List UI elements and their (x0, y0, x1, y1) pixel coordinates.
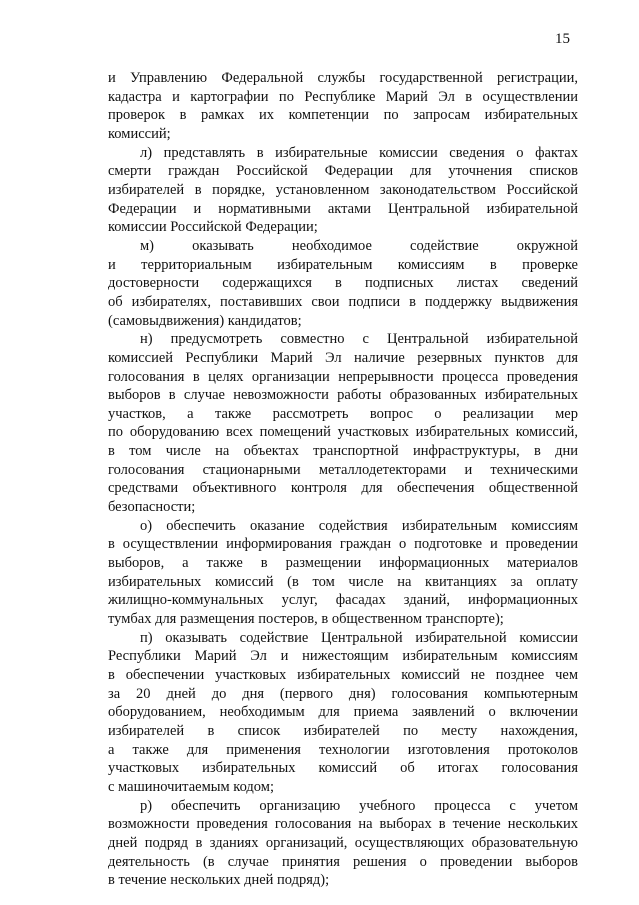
text-line: кадастра и картографии по Республике Марий Эл в осуществлении (108, 88, 578, 105)
text-line: а также для применения технологии изготовления протоколов (108, 741, 578, 758)
paragraph-item-p (108, 629, 578, 797)
paragraph-item-n (108, 330, 578, 517)
text-line: избирателей в список избирателей по месту нахождения, (108, 722, 578, 739)
text-line: выборов в случае невозможности работы образованных избирательных (108, 387, 578, 404)
text-line: в течение нескольких дней подряд); (108, 872, 330, 889)
text-line: проверок в рамках их компетенции по запросам избирательных (108, 107, 578, 124)
text-line: голосования в целях организации непрерывности процесса проведения (108, 368, 578, 385)
text-line: выборов, а также в размещении информационных материалов (108, 555, 578, 572)
paragraph-item-r (108, 797, 578, 890)
text-line: комиссии Российской Федерации; (108, 219, 318, 236)
text-line: и Управлению Федеральной службы государственной регистрации, (108, 70, 578, 86)
text-line: оборудованием, необходимым для приема заявлений о включении (108, 704, 578, 721)
text-line: достоверности содержащихся в подписных листах сведений (108, 275, 578, 292)
text-line: избирателей в порядке, установленном законодательством Российской (108, 181, 578, 198)
text-line: в обеспечении участковых избирательных комиссий не позднее чем (108, 667, 578, 683)
paragraph-intro (108, 69, 578, 144)
page-number: 15 (555, 31, 570, 47)
text-line: возможности проведения голосования на выборах в течение нескольких (108, 816, 578, 833)
text-line: (самовыдвижения) кандидатов; (108, 312, 302, 329)
text-line: тумбах для размещения постеров, в общественном транспорте); (108, 611, 504, 628)
text-line: Федерации и нормативными актами Центральной избирательной (108, 200, 578, 217)
text-line: п) оказывать содействие Центральной избирательной комиссии (140, 629, 578, 646)
text-line: об избирателях, поставивших свои подписи в поддержку выдвижения (108, 293, 578, 310)
paragraph-item-m (108, 237, 578, 330)
text-line: жилищно-коммунальных услуг, фасадах зданий, информационных (108, 592, 578, 609)
text-line: участков, а также рассмотреть вопрос о реализации мер (108, 405, 578, 422)
text-line: безопасности; (108, 499, 196, 516)
text-line: по оборудованию всех помещений участковых избирательных комиссий, (108, 424, 578, 441)
text-line: о) обеспечить оказание содействия избирательным комиссиям (140, 517, 578, 534)
text-line: в том числе на объектах транспортной инфраструктуры, в дни (108, 443, 578, 460)
text-line: деятельность (в случае принятия решения о проведении выборов (108, 853, 578, 870)
text-line: комиссией Республики Марий Эл наличие резервных пунктов для (108, 349, 578, 366)
text-line: избирательных комиссий (в том числе на квитанциях за оплату (108, 573, 578, 590)
text-line: р) обеспечить организацию учебного процесса с учетом (140, 797, 578, 814)
paragraph-item-o (108, 517, 578, 629)
text-line: н) предусмотреть совместно с Центральной избирательной (140, 331, 578, 348)
text-line: средствами объективного контроля для обеспечения общественной (108, 480, 578, 497)
text-line: комиссий; (108, 125, 171, 142)
text-line: дней подряд в зданиях организаций, осуществляющих образовательную (108, 834, 578, 851)
paragraph-item-l (108, 144, 578, 237)
document-body (108, 69, 578, 890)
text-line: в осуществлении информирования граждан о подготовке и проведении (108, 536, 578, 553)
text-line: и территориальным избирательным комиссиям в проверке (108, 256, 578, 273)
text-line: с машиночитаемым кодом; (108, 778, 274, 795)
text-line: Республики Марий Эл и нижестоящим избирательным комиссиям (108, 648, 578, 665)
text-line: участковых избирательных комиссий об итогах голосования (108, 760, 578, 777)
text-line: за 20 дней до дня (первого дня) голосования компьютерным (108, 685, 578, 702)
text-line: м) оказывать необходимое содействие окружной (140, 237, 578, 254)
text-line: л) представлять в избирательные комиссии сведения о фактах (140, 144, 578, 161)
text-line: смерти граждан Российской Федерации для уточнения списков (108, 163, 578, 180)
text-line: голосования стационарными металлодетекторами и техническими (108, 461, 578, 478)
